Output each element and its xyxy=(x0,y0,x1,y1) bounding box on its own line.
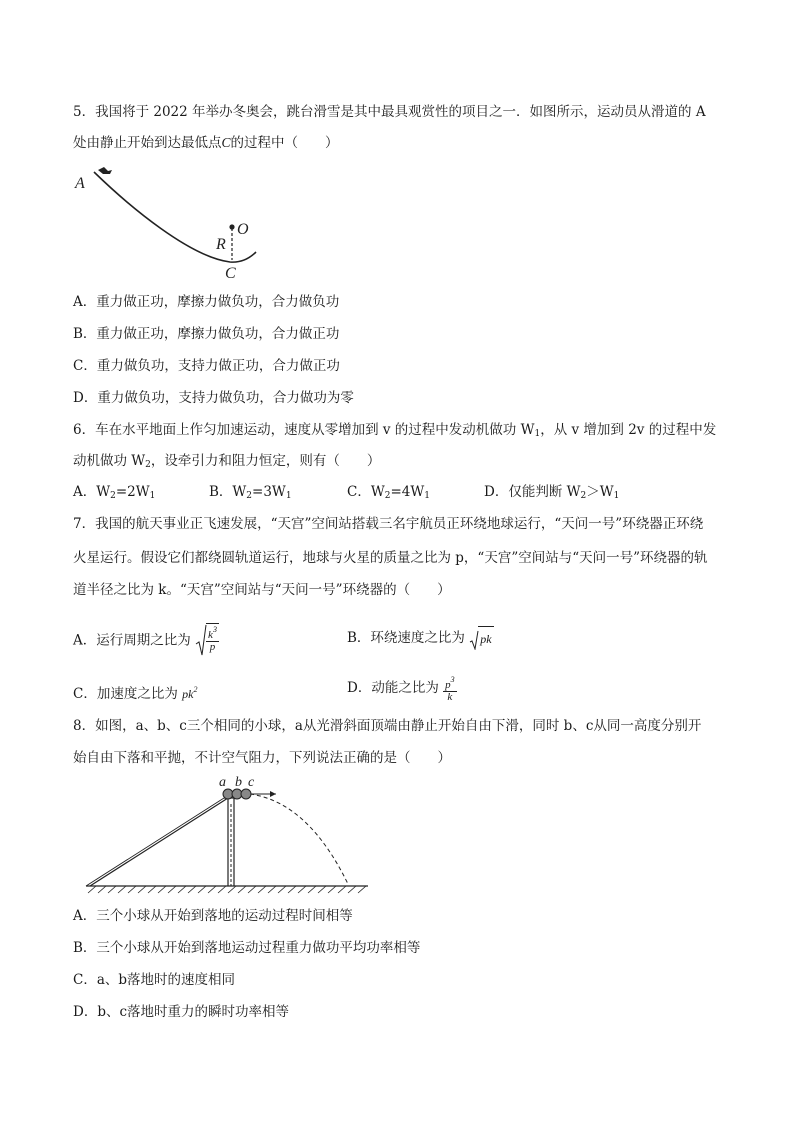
center-point-o xyxy=(229,224,234,229)
sqrt-k3-over-p xyxy=(195,624,219,658)
q5-stem-line2 xyxy=(73,133,339,153)
incline-projectile-figure xyxy=(78,774,378,898)
q6-stem-part3: 动机做功 W xyxy=(73,453,146,469)
q5-option-d: D．重力做负功，支持力做负功，合力做功为零 xyxy=(73,390,354,406)
q6-opt-b-text2: =3W xyxy=(252,484,286,500)
q6-opt-c-sub1: 2 xyxy=(384,491,391,501)
q6-option-a xyxy=(73,482,155,506)
q5-stem-end: 的过程中（ ） xyxy=(230,135,339,151)
frac-den-k: k xyxy=(447,691,453,703)
skier-icon xyxy=(98,167,112,174)
q5-stem-line1: 5．我国将于 2022 年举办冬奥会，跳台滑雪是其中最具观赏性的项目之一．如图所示，运动员从滑道的 A xyxy=(73,104,706,120)
q6-opt-d-sub2: 1 xyxy=(613,491,620,501)
q6-opt-a-text1: A．W xyxy=(73,484,111,500)
q6-sub-2: 2 xyxy=(145,460,151,470)
q6-stem-part4: ，设牵引力和阻力恒定，则有（ ） xyxy=(150,453,381,469)
ball-c xyxy=(241,789,251,799)
label-ball-b: b xyxy=(235,775,242,790)
q7-opt-d-text: D．动能之比为 xyxy=(347,680,439,696)
fraction-k3-p xyxy=(206,624,219,653)
label-o: O xyxy=(237,221,249,238)
q6-stem-part1: 6．车在水平地面上作匀加速运动，速度从零增加到 v 的过程中发动机做功 W xyxy=(73,422,535,438)
label-ball-c: c xyxy=(248,775,255,790)
q6-opt-c-text2: =4W xyxy=(390,484,425,500)
frac-num-k: k xyxy=(208,629,213,641)
q7-stem-line1: 7．我国的航天事业正飞速发展，“天宫”空间站搭载三名宇航员正环绕地球运行，“天问一号”环绕器正环绕 xyxy=(73,516,704,532)
q8-option-a: A．三个小球从开始到落地的运动过程时间相等 xyxy=(73,908,353,924)
fraction-p3-k xyxy=(443,674,457,703)
q5-option-a: A．重力做正功，摩擦力做负功，合力做负功 xyxy=(73,294,340,310)
q6-option-c xyxy=(347,482,430,506)
expr-pk2 xyxy=(182,687,197,701)
velocity-arrow-head xyxy=(270,791,276,797)
q7-opt-b-text: B．环绕速度之比为 xyxy=(347,630,465,646)
expr-pk-exp: 2 xyxy=(193,685,198,694)
frac-num-p-exp: 3 xyxy=(450,675,455,684)
q6-option-d xyxy=(484,482,619,506)
sqrt-radicand-pk: pk xyxy=(478,626,493,651)
q7-opt-a-text: A．运行周期之比为 xyxy=(73,632,191,649)
q6-opt-b-sub1: 2 xyxy=(246,491,253,501)
q5-point-c: C xyxy=(221,135,231,150)
q6-stem-part2: ，从 v 增加到 2v 的过程中发 xyxy=(540,422,717,438)
q7-opt-c-text: C．加速度之比为 xyxy=(73,686,178,702)
q7-stem-line2: 火星运行。假设它们都绕圆轨道运行，地球与火星的质量之比为 p，“天宫”空间站与“天问一号”环绕器的轨 xyxy=(73,550,708,566)
label-r: R xyxy=(216,236,226,253)
q7-option-c xyxy=(73,678,197,706)
q8-stem-line2: 始自由下落和平抛，不计空气阻力，下列说法正确的是（ ） xyxy=(73,750,451,766)
q6-opt-c-sub2: 1 xyxy=(424,491,430,501)
projectile-path xyxy=(250,794,348,884)
q5-stem-text: 处由静止开始到达最低点 xyxy=(73,135,222,151)
q6-opt-d-text2: ＞W xyxy=(586,484,614,500)
q7-option-a xyxy=(73,624,219,658)
q8-stem-line1: 8．如图，a、b、c三个相同的小球，a从光滑斜面顶端由静止开始自由下滑，同时 b、c从同一高度分别开 xyxy=(73,718,702,734)
q6-sub-1: 1 xyxy=(534,429,541,439)
q6-opt-b-text1: B．W xyxy=(209,484,247,500)
ski-slope-figure xyxy=(70,162,270,282)
frac-num-p: p xyxy=(445,679,451,691)
q6-opt-c-text1: C．W xyxy=(347,484,385,500)
frac-den-p: p xyxy=(209,641,216,653)
q6-opt-a-sub1: 2 xyxy=(110,491,116,501)
q8-option-c: C．a、b落地时的速度相同 xyxy=(73,972,236,988)
q6-opt-d-text1: D．仅能判断 W xyxy=(484,484,581,500)
q6-opt-d-sub1: 2 xyxy=(580,491,587,501)
expr-pk: pk xyxy=(182,687,194,701)
q7-stem-line3: 道半径之比为 k。“天宫”空间站与“天问一号”环绕器的（ ） xyxy=(73,582,451,598)
q6-option-b xyxy=(209,482,292,506)
q5-option-b: B．重力做正功，摩擦力做负功，合力做正功 xyxy=(73,326,340,342)
q6-opt-b-sub2: 1 xyxy=(285,491,292,501)
label-a: A xyxy=(75,175,85,192)
incline-hypotenuse xyxy=(90,798,228,886)
incline-surface xyxy=(86,798,224,886)
label-c: C xyxy=(225,265,236,282)
label-ball-a: a xyxy=(219,775,226,790)
q8-option-b: B．三个小球从开始到落地运动过程重力做功平均功率相等 xyxy=(73,940,421,956)
q8-option-d: D．b、c落地时重力的瞬时功率相等 xyxy=(73,1004,290,1020)
q6-stem-line1 xyxy=(73,420,716,444)
q6-opt-a-sub2: 1 xyxy=(149,491,156,501)
sqrt-pk xyxy=(469,626,493,651)
q7-option-d xyxy=(347,674,457,703)
q6-stem-line2 xyxy=(73,451,380,475)
q6-opt-a-text2: =2W xyxy=(115,484,150,500)
ground-hatch xyxy=(88,886,366,893)
q7-option-b xyxy=(347,626,494,651)
q5-option-c: C．重力做负功，支持力做正功，合力做正功 xyxy=(73,358,340,374)
frac-num-exp: 3 xyxy=(212,625,217,634)
